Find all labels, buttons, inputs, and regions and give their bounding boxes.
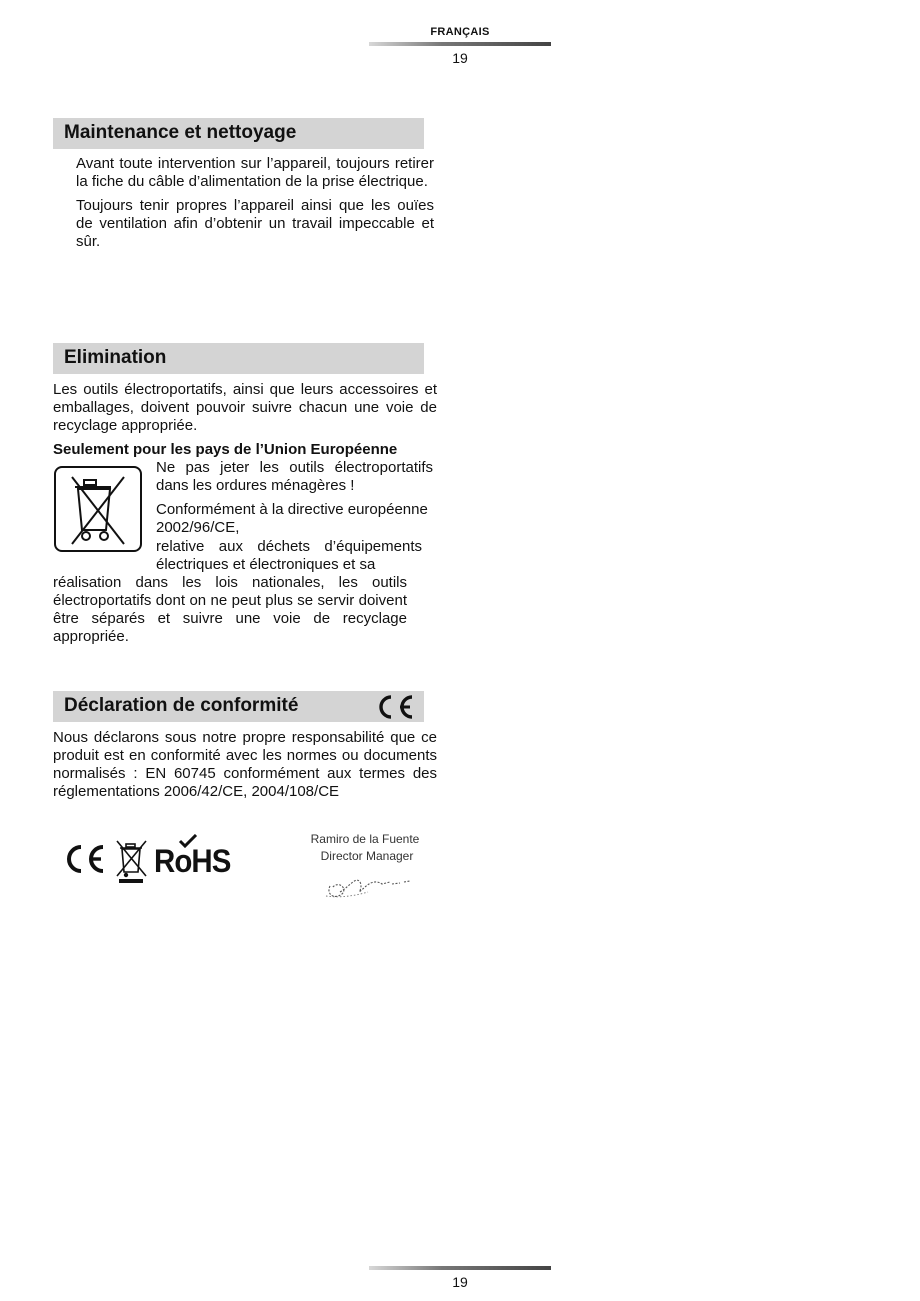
maintenance-para-1: Avant toute intervention sur l’appareil, toujours retirer la fiche du câble d’alimentation de la prise électrique. [76, 155, 434, 190]
maintenance-text [76, 155, 434, 251]
elimination-intro: Les outils électroportatifs, ainsi que leurs accessoires et emballages, doivent pouvoir suivre chacun une voie de recyclage appropriée. [53, 381, 437, 434]
weee-warning: Ne pas jeter les outils électroportatifs dans les ordures ménagères ! [156, 459, 433, 494]
elimination-title: Elimination [64, 347, 167, 368]
weee-small-icon [114, 838, 150, 884]
maintenance-section-header [53, 118, 424, 149]
footer-rule [369, 1266, 551, 1270]
declaration-text: Nous déclarons sous notre propre responsabilité que ce produit est en conformité avec les normes ou documents normalisés : EN 60745 conformément aux termes des réglementations 2006/42/CE, 2004/108/CE [53, 729, 437, 800]
signature-scribble [320, 866, 415, 906]
maintenance-para-2: Toujours tenir propres l’appareil ainsi que les ouïes de ventilation afin d’obtenir un travail impeccable et sûr. [76, 197, 434, 250]
declaration-title: Déclaration de conformité [64, 695, 299, 716]
ce-logo-icon [64, 844, 106, 874]
weee-directive-continued: relative aux déchets d’équipements électriques et électroniques et sa [156, 538, 422, 573]
rohs-check-icon [178, 834, 198, 848]
ce-mark-icon [375, 694, 415, 720]
page-number-bottom: 19 [452, 1274, 468, 1290]
weee-bin-icon [54, 466, 142, 552]
elimination-section-header [53, 343, 424, 374]
page-number-top: 19 [452, 50, 468, 66]
signatory-role: Director Manager [320, 849, 414, 863]
language-label: FRANÇAIS [430, 26, 490, 38]
weee-directive: Conformément à la directive européenne 2002/96/CE, [156, 501, 428, 536]
declaration-section-header [53, 691, 424, 722]
maintenance-title: Maintenance et nettoyage [64, 122, 297, 143]
header-rule [369, 42, 551, 46]
signatory-name: Ramiro de la Fuente [310, 832, 420, 846]
eu-heading: Seulement pour les pays de l’Union Européenne [53, 441, 398, 458]
rohs-logo: RoHS [154, 843, 231, 879]
weee-continuation: réalisation dans les lois nationales, les outils électroportatifs dont on ne peut plus se servir doivent être séparés et suivre une voie de recyclage appropriée. [53, 574, 407, 645]
